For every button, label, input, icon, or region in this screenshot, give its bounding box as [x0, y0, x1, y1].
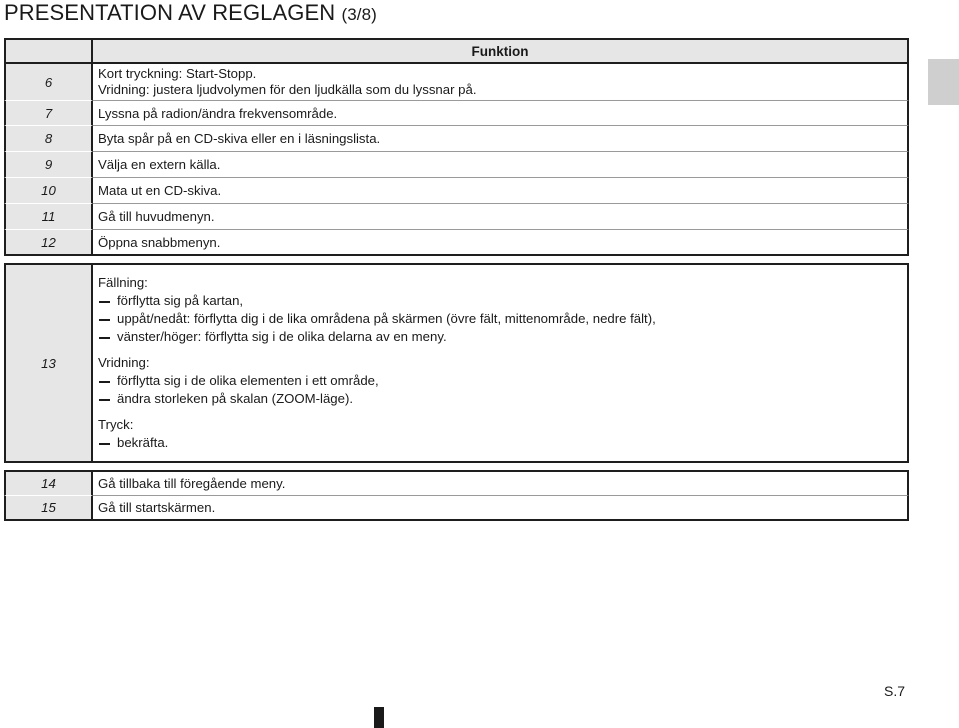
- table-header-row: [4, 38, 909, 64]
- table-row: [4, 152, 909, 178]
- row-function-line: Kort tryckning: Start-Stopp.: [98, 65, 257, 81]
- header-function: Funktion: [93, 38, 909, 64]
- table-gap: [4, 463, 909, 470]
- list-item: ändra storleken på skalan (ZOOM-läge).: [98, 390, 907, 408]
- row-function: [93, 263, 909, 463]
- row-function: Välja en extern källa.: [93, 152, 909, 178]
- row-function: Gå tillbaka till föregående meny.: [93, 470, 909, 496]
- print-crop-mark: [374, 707, 384, 728]
- row-number: 6: [4, 64, 93, 101]
- list-item: bekräfta.: [98, 434, 907, 452]
- page-title-main: PRESENTATION AV REGLAGEN: [4, 0, 342, 25]
- table-gap: [4, 256, 909, 263]
- row-number: 7: [4, 101, 93, 126]
- table-row: [4, 496, 909, 521]
- group-heading: Fällning:: [98, 275, 148, 290]
- table-row: [4, 470, 909, 496]
- table-row: [4, 178, 909, 204]
- row-number: 9: [4, 152, 93, 178]
- row-function: Mata ut en CD-skiva.: [93, 178, 909, 204]
- row-number: 13: [4, 263, 93, 463]
- row-number: 14: [4, 470, 93, 496]
- table-row: [4, 263, 909, 463]
- list-item: förflytta sig i de olika elementen i ett område,: [98, 372, 907, 390]
- function-table: [4, 38, 909, 521]
- group-heading: Vridning:: [98, 355, 150, 370]
- row-number: 15: [4, 496, 93, 521]
- row-function: Lyssna på radion/ändra frekvensområde.: [93, 101, 909, 126]
- row-function: Byta spår på en CD-skiva eller en i läsningslista.: [93, 126, 909, 152]
- page-number: S.7: [884, 683, 906, 699]
- list-item: förflytta sig på kartan,: [98, 292, 907, 310]
- table-row: [4, 204, 909, 230]
- list-item: vänster/höger: förflytta sig i de olika delarna av en meny.: [98, 328, 907, 346]
- row-function: [93, 64, 909, 101]
- row-number: 8: [4, 126, 93, 152]
- page-title: [4, 0, 377, 28]
- row-function-line: Vridning: justera ljudvolymen för den ljudkälla som du lyssnar på.: [98, 82, 477, 97]
- group-heading: Tryck:: [98, 417, 134, 432]
- list-item: uppåt/nedåt: förflytta dig i de lika områdena på skärmen (övre fält, mittenområde, nedre fält),: [98, 310, 907, 328]
- table-row: [4, 64, 909, 101]
- row-number: 10: [4, 178, 93, 204]
- header-number-cell: [4, 38, 93, 64]
- row-number: 12: [4, 230, 93, 256]
- row-function: Öppna snabbmenyn.: [93, 230, 909, 256]
- table-row: [4, 230, 909, 256]
- row-function: Gå till startskärmen.: [93, 496, 909, 521]
- row-function: Gå till huvudmenyn.: [93, 204, 909, 230]
- table-row: [4, 126, 909, 152]
- table-row: [4, 101, 909, 126]
- section-tab-marker: [928, 59, 959, 105]
- page-title-part: (3/8): [341, 5, 377, 24]
- row-number: 11: [4, 204, 93, 230]
